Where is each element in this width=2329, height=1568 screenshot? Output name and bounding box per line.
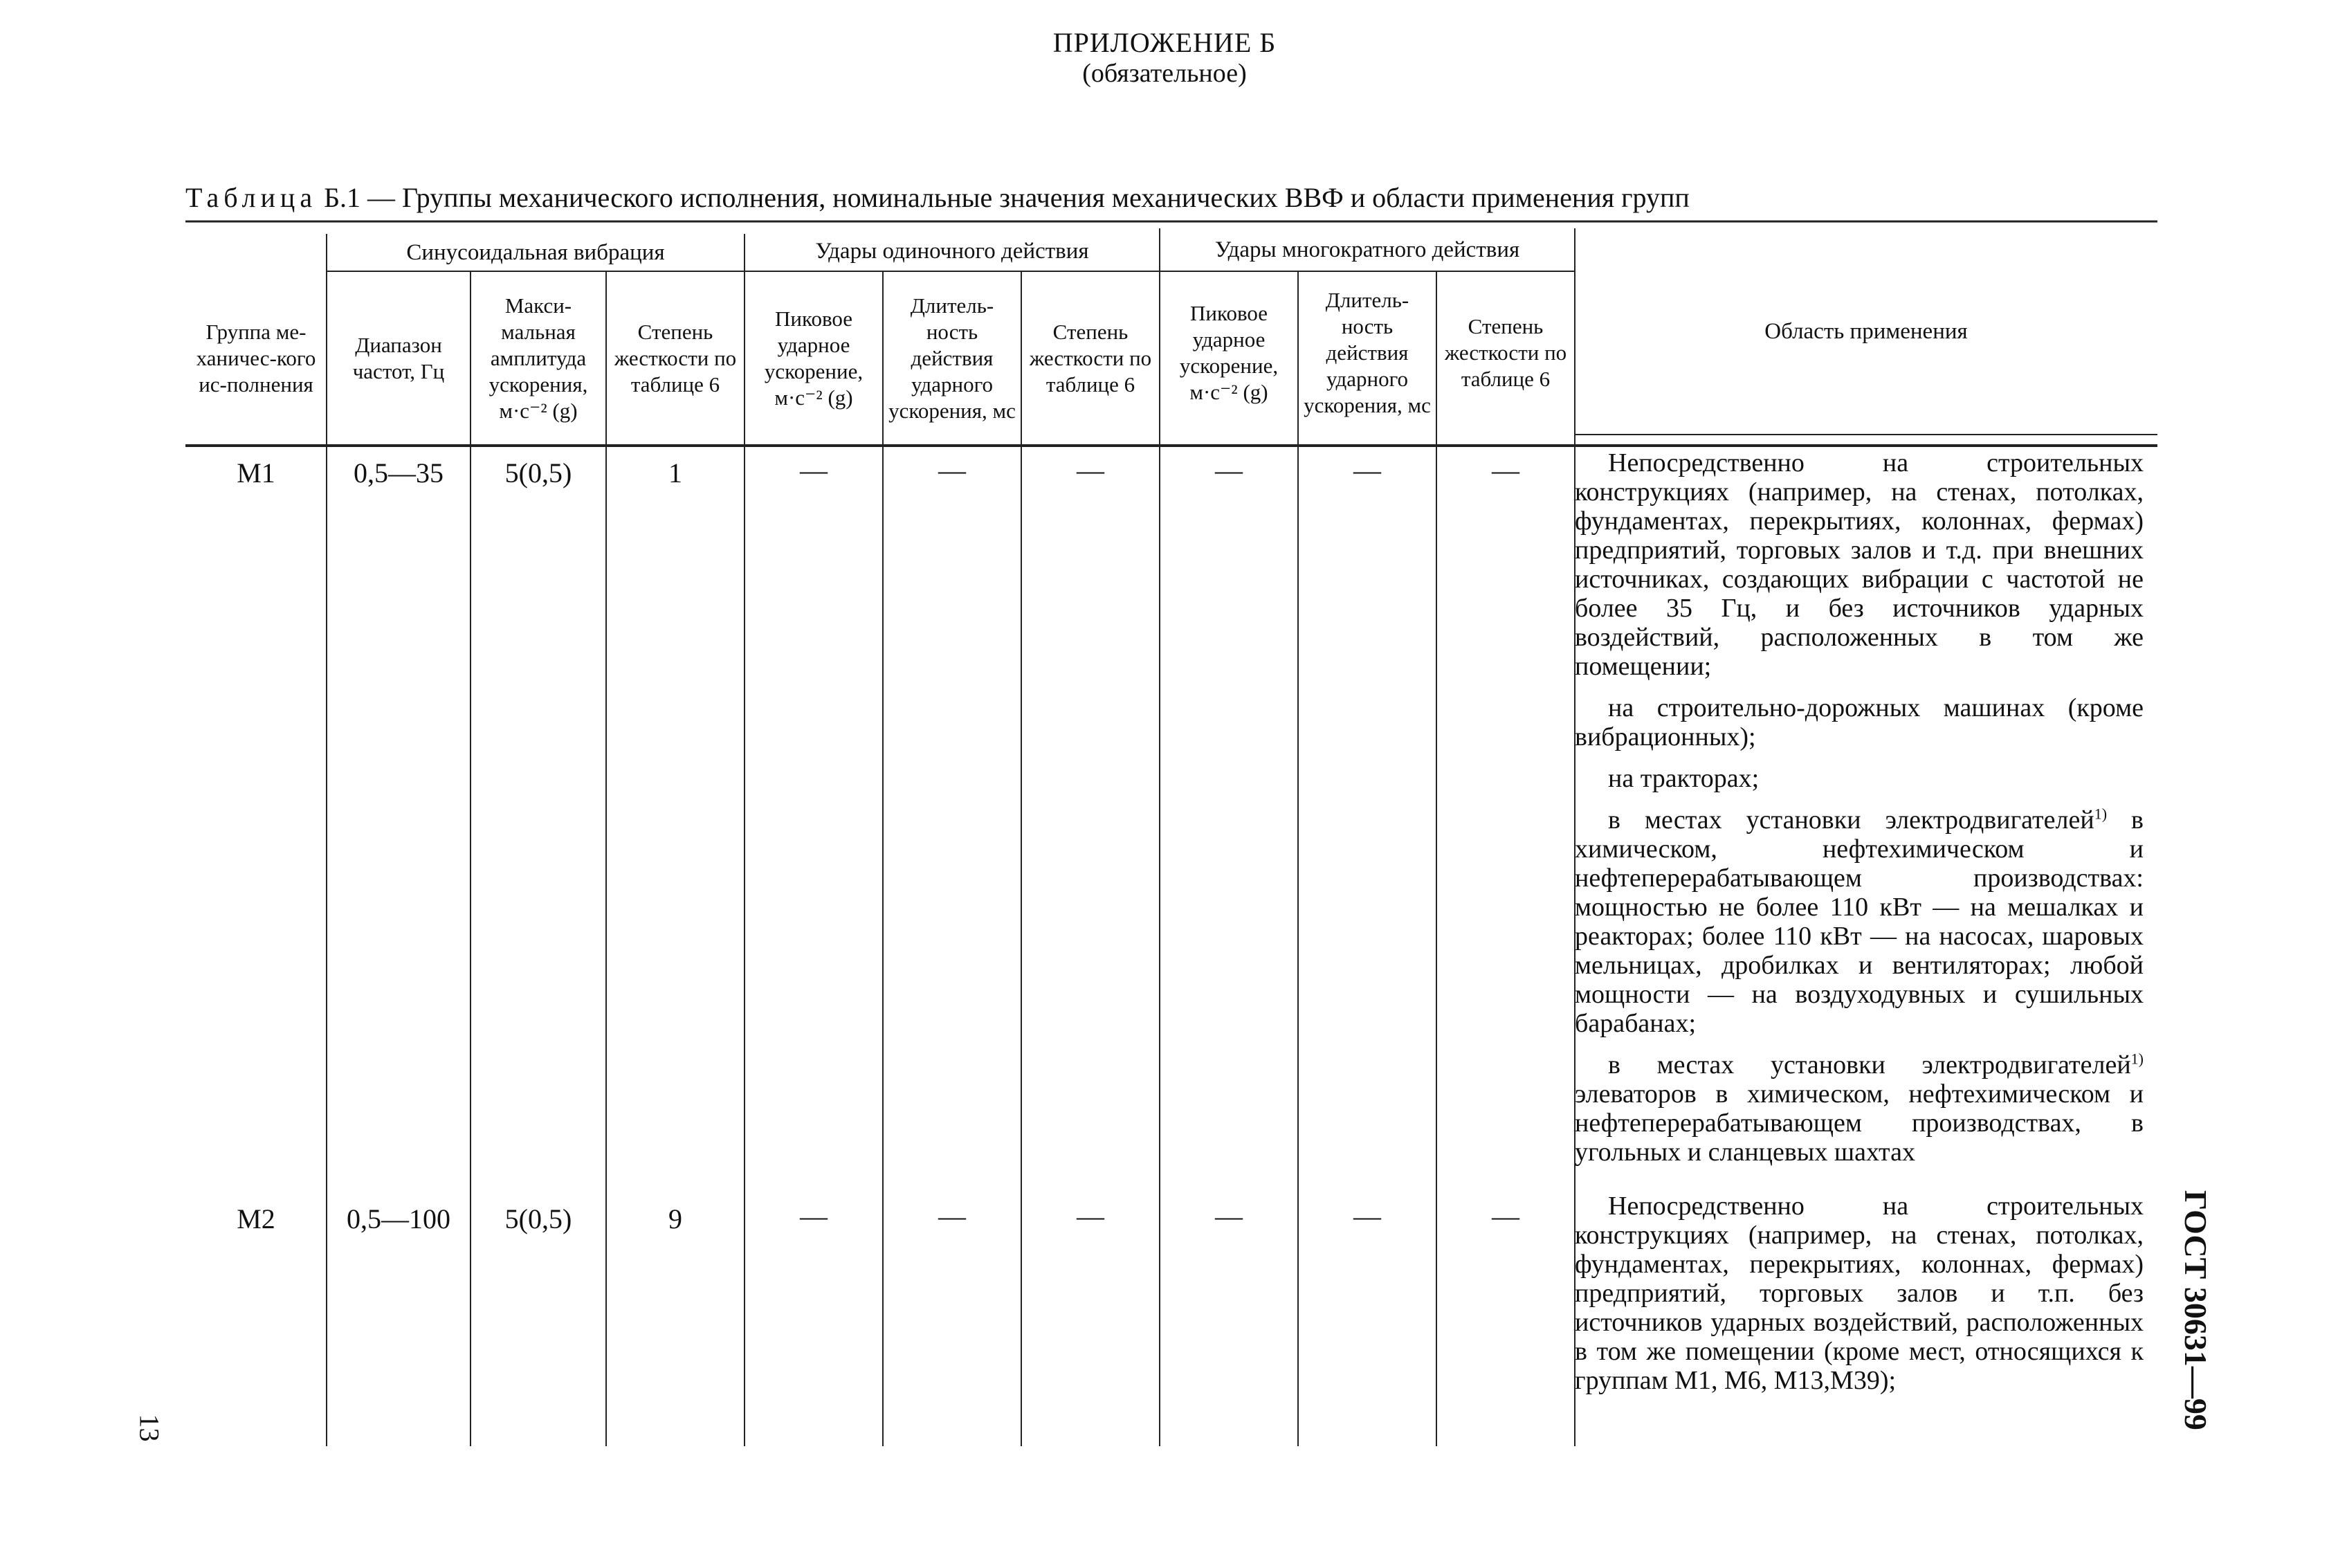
table-row-m2-range: 0,5—100 xyxy=(347,1203,450,1234)
table-row-m1-dash: — xyxy=(1215,455,1243,486)
table-row-m2-dash: — xyxy=(1077,1201,1104,1232)
area-m2 xyxy=(1575,1192,2144,1395)
table-row-m2-dash: — xyxy=(1353,1201,1381,1232)
side-gost-label: ГОСТ 30631—99 xyxy=(2178,1190,2213,1430)
table-row-m1-range: 0,5—35 xyxy=(354,457,444,489)
footnote-mark: 1) xyxy=(2094,805,2108,823)
header-sine: Синусоидальная вибрация xyxy=(406,240,665,265)
table-row-m1-amp: 5(0,5) xyxy=(504,457,572,489)
area-m1-p1: Непосредственно на строительных конструкциях (например, на стенах, потолках, фундаментах, перекрытиях, колоннах, фермах) предприятий, торговых залов и т.д. при внешних источниках, создающих вибрации с частотой не более 35 Гц, и без источников ударных воздействий, расположенных в том же помещении; xyxy=(1575,448,2144,681)
area-m1-p4: в местах установки электродвигателей$^{1)}$ в химическом, нефтехимическом и нефтеперерабатывающем производствах: мощностью не более 110 кВт — на мешалках и реакторах; более 110 кВт — на насосах, шаровых мельницах, дробилках и вентиляторах; любой мощности — на воздуходувных и сушильных барабанах; xyxy=(1575,805,2144,1038)
header-max-amp: Макси-мальная амплитуда ускорения, м·с⁻² (g) xyxy=(488,293,588,423)
table-row-m2-amp: 5(0,5) xyxy=(504,1203,572,1234)
table-row-m2-dash: — xyxy=(1492,1201,1519,1232)
header-duration-single: Длитель-ность действия ударного ускорения, мс xyxy=(888,293,1016,423)
page-number: 13 xyxy=(134,1414,165,1442)
footnote-mark: 1) xyxy=(2130,1050,2144,1068)
header-range: Диапазон частот, Гц xyxy=(352,333,445,383)
header-severity-single: Степень жесткости по таблице 6 xyxy=(1029,320,1152,396)
header-multi: Удары многократного действия xyxy=(1214,237,1520,262)
table-row-m2-dash: — xyxy=(938,1201,966,1232)
table-row-m2-group: М2 xyxy=(237,1203,275,1234)
table-row-m1-dash: — xyxy=(1077,455,1104,486)
header-severity-sine: Степень жесткости по таблице 6 xyxy=(614,320,737,396)
area-m1 xyxy=(1575,448,2144,1167)
table-row-m2-dash: — xyxy=(800,1201,828,1232)
appendix-title: ПРИЛОЖЕНИЕ Б xyxy=(1052,27,1277,58)
table-row-m2-dash: — xyxy=(1215,1201,1243,1232)
header-single: Удары одиночного действия xyxy=(815,239,1089,264)
table-row-m1-dash: — xyxy=(800,455,828,486)
header-severity-multi: Степень жесткости по таблице 6 xyxy=(1444,314,1567,391)
table-row-m1-group: М1 xyxy=(237,457,275,489)
header-group: Группа ме-ханичес-кого ис-полнения xyxy=(196,320,316,396)
area-m1-p5: в местах установки электродвигателей$^{1)}$ элеваторов в химическом, нефтехимическом и нефтеперерабатывающем производствах, в угольных и сланцевых шахтах xyxy=(1575,1050,2144,1167)
table-row-m2-severity: 9 xyxy=(668,1203,682,1234)
header-peak-single: Пиковое ударное ускорение, м·с⁻² (g) xyxy=(764,307,864,410)
appendix-subtitle: (обязательное) xyxy=(1082,59,1247,88)
header-duration-multi: Длитель-ность действия ударного ускорения, мс xyxy=(1304,288,1431,417)
area-m2-p1: Непосредственно на строительных конструкциях (например, на стенах, потолках, фундаментах, перекрытиях, колоннах, фермах) предприятий, торговых залов и т.п. без источников ударных воздействий, расположенных в том же помещении (кроме мест, относящихся к группам М1, М6, М13,М39); xyxy=(1575,1192,2144,1395)
caption-text: Б.1 — Группы механического исполнения, номинальные значения механических ВВФ и области применения групп xyxy=(317,182,1690,213)
area-m1-p2: на строительно-дорожных машинах (кроме вибрационных); xyxy=(1575,693,2144,751)
table-row-m1-dash: — xyxy=(1492,455,1519,486)
table-row-m1-dash: — xyxy=(938,455,966,486)
table-row-m1-severity: 1 xyxy=(668,457,682,489)
table-row-m1-dash: — xyxy=(1353,455,1381,486)
header-peak-multi: Пиковое ударное ускорение, м·с⁻² (g) xyxy=(1179,301,1279,404)
caption-prefix: Таблица xyxy=(185,182,318,213)
area-m1-p3: на тракторах; xyxy=(1608,764,1760,793)
header-area: Область применения xyxy=(1764,319,1968,344)
